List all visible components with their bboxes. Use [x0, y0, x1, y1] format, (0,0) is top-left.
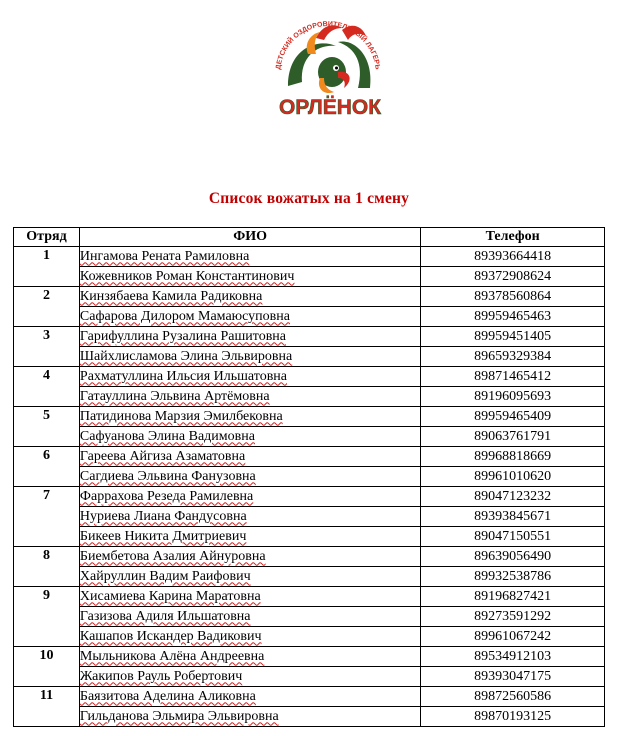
- counselor-phone: 89534912103: [421, 647, 605, 667]
- counselor-name-text: Шайхлисламова Элина Эльвировна: [79, 348, 293, 364]
- table-row: [14, 267, 605, 287]
- counselor-name: [79, 627, 420, 647]
- counselor-name: [79, 487, 420, 507]
- counselor-phone: 89639056490: [421, 547, 605, 567]
- counselors-table: [13, 227, 605, 727]
- counselor-name-text: Сафуанова Элина Вадимовна: [79, 428, 255, 444]
- counselor-name: [79, 667, 420, 687]
- logo-name: ОРЛЁНОК: [278, 96, 382, 119]
- counselor-phone: 89047123232: [421, 487, 605, 507]
- counselor-name-text: Патидинова Марзия Эмилбековна: [79, 408, 283, 424]
- counselor-name: [79, 547, 420, 567]
- squad-number: 7: [14, 487, 80, 547]
- counselor-name: [79, 247, 420, 267]
- table-row: [14, 247, 605, 267]
- counselor-phone: 89959465409: [421, 407, 605, 427]
- counselor-phone: 89393047175: [421, 667, 605, 687]
- counselor-name: [79, 307, 420, 327]
- table-row: [14, 507, 605, 527]
- squad-number: 11: [14, 687, 80, 727]
- counselor-name-text: Нуриева Лиана Фандусовна: [79, 508, 247, 524]
- counselor-phone: 89378560864: [421, 287, 605, 307]
- counselor-phone: 89871465412: [421, 367, 605, 387]
- counselor-name-text: Кашапов Искандер Вадикович: [79, 628, 262, 644]
- counselor-name: [79, 707, 420, 727]
- table-row: [14, 567, 605, 587]
- table-row: [14, 527, 605, 547]
- counselor-name-text: Сагдиева Эльвина Фанузовна: [79, 468, 256, 484]
- counselor-name-text: Кожевников Роман Константинович: [79, 268, 295, 284]
- table-body: [14, 247, 605, 727]
- page-title: Список вожатых на 1 смену: [208, 190, 410, 207]
- table-row: [14, 467, 605, 487]
- squad-number: 10: [14, 647, 80, 687]
- squad-number: 8: [14, 547, 80, 587]
- counselor-name: [79, 327, 420, 347]
- counselor-name: [79, 587, 420, 607]
- counselor-name: [79, 387, 420, 407]
- counselor-name-text: Сафарова Дилором Мамаюсуповна: [79, 308, 290, 324]
- squad-number: 9: [14, 587, 80, 647]
- table-row: [14, 427, 605, 447]
- counselor-phone: 89273591292: [421, 607, 605, 627]
- counselor-name: [79, 647, 420, 667]
- counselor-phone: 89047150551: [421, 527, 605, 547]
- counselor-name: [79, 687, 420, 707]
- counselor-phone: 89196827421: [421, 587, 605, 607]
- counselor-phone: 89196095693: [421, 387, 605, 407]
- table-row: [14, 607, 605, 627]
- counselor-phone: 89372908624: [421, 267, 605, 287]
- svg-text:ДЕТСКИЙ ОЗДОРОВИТЕЛЬНЫЙ ЛАГЕРЬ: ДЕТСКИЙ ОЗДОРОВИТЕЛЬНЫЙ ЛАГЕРЬ: [275, 20, 381, 70]
- counselor-name-text: Гатауллина Эльвина Артёмовна: [79, 388, 270, 404]
- counselor-name: [79, 447, 420, 467]
- squad-number: 1: [14, 247, 80, 287]
- table-row: [14, 287, 605, 307]
- counselor-name-text: Хисамиева Карина Маратовна: [79, 588, 261, 604]
- header-phone: Телефон: [421, 228, 605, 247]
- counselor-name: [79, 467, 420, 487]
- counselor-name: [79, 427, 420, 447]
- counselor-name: [79, 607, 420, 627]
- table-row: [14, 367, 605, 387]
- counselor-name: [79, 267, 420, 287]
- counselor-name-text: Бикеев Никита Дмитриевич: [79, 528, 247, 544]
- table-row: [14, 387, 605, 407]
- counselor-phone: 89870193125: [421, 707, 605, 727]
- counselor-phone: 89959451405: [421, 327, 605, 347]
- squad-number: 6: [14, 447, 80, 487]
- table-header-row: [14, 228, 605, 247]
- counselor-phone: 89961010620: [421, 467, 605, 487]
- counselor-name-text: Газизова Адиля Ильшатовна: [79, 608, 251, 624]
- squad-number: 3: [14, 327, 80, 367]
- counselor-phone: 89393845671: [421, 507, 605, 527]
- counselor-phone: 89968818669: [421, 447, 605, 467]
- counselor-name: [79, 347, 420, 367]
- table-row: [14, 707, 605, 727]
- table-row: [14, 407, 605, 427]
- table-row: [14, 587, 605, 607]
- table-row: [14, 667, 605, 687]
- counselor-name-text: Рахматуллина Ильсия Ильшатовна: [79, 368, 288, 384]
- counselor-name: [79, 287, 420, 307]
- table-row: [14, 647, 605, 667]
- counselor-name: [79, 407, 420, 427]
- header-name: ФИО: [79, 228, 420, 247]
- counselor-name: [79, 507, 420, 527]
- table-row: [14, 627, 605, 647]
- counselor-name-text: Биембетова Азалия Айнуровна: [79, 548, 266, 564]
- table-row: [14, 327, 605, 347]
- counselor-phone: 89872560586: [421, 687, 605, 707]
- camp-logo: [258, 8, 398, 128]
- table-row: [14, 307, 605, 327]
- counselor-name-text: Кинзябаева Камила Радиковна: [79, 288, 263, 304]
- counselor-name-text: Фаррахова Резеда Рамилевна: [79, 488, 254, 504]
- counselor-name-text: Мыльникова Алёна Андреевна: [79, 648, 265, 664]
- squad-number: 2: [14, 287, 80, 327]
- counselor-phone: 89932538786: [421, 567, 605, 587]
- header-squad: Отряд: [14, 228, 80, 247]
- counselor-name-text: Хайруллин Вадим Раифович: [79, 568, 251, 584]
- counselor-name-text: Жакипов Рауль Робертович: [79, 668, 243, 684]
- counselor-phone: 89961067242: [421, 627, 605, 647]
- table-row: [14, 447, 605, 467]
- counselor-phone: 89063761791: [421, 427, 605, 447]
- counselor-phone: 89393664418: [421, 247, 605, 267]
- squad-number: 5: [14, 407, 80, 447]
- counselor-name-text: Гарифуллина Рузалина Рашитовна: [79, 328, 287, 344]
- counselor-name: [79, 567, 420, 587]
- squad-number: 4: [14, 367, 80, 407]
- table-row: [14, 547, 605, 567]
- counselor-name: [79, 367, 420, 387]
- counselor-phone: 89659329384: [421, 347, 605, 367]
- counselor-phone: 89959465463: [421, 307, 605, 327]
- counselor-name-text: Ингамова Рената Рамиловна: [79, 248, 250, 264]
- counselor-name-text: Гильданова Эльмира Эльвировна: [79, 708, 279, 724]
- counselor-name-text: Гареева Айгиза Азаматовна: [79, 448, 246, 464]
- eagle-logo-icon: [258, 8, 398, 128]
- table-row: [14, 487, 605, 507]
- table-row: [14, 347, 605, 367]
- counselor-name-text: Баязитова Аделина Аликовна: [79, 688, 256, 704]
- table-row: [14, 687, 605, 707]
- counselor-name: [79, 527, 420, 547]
